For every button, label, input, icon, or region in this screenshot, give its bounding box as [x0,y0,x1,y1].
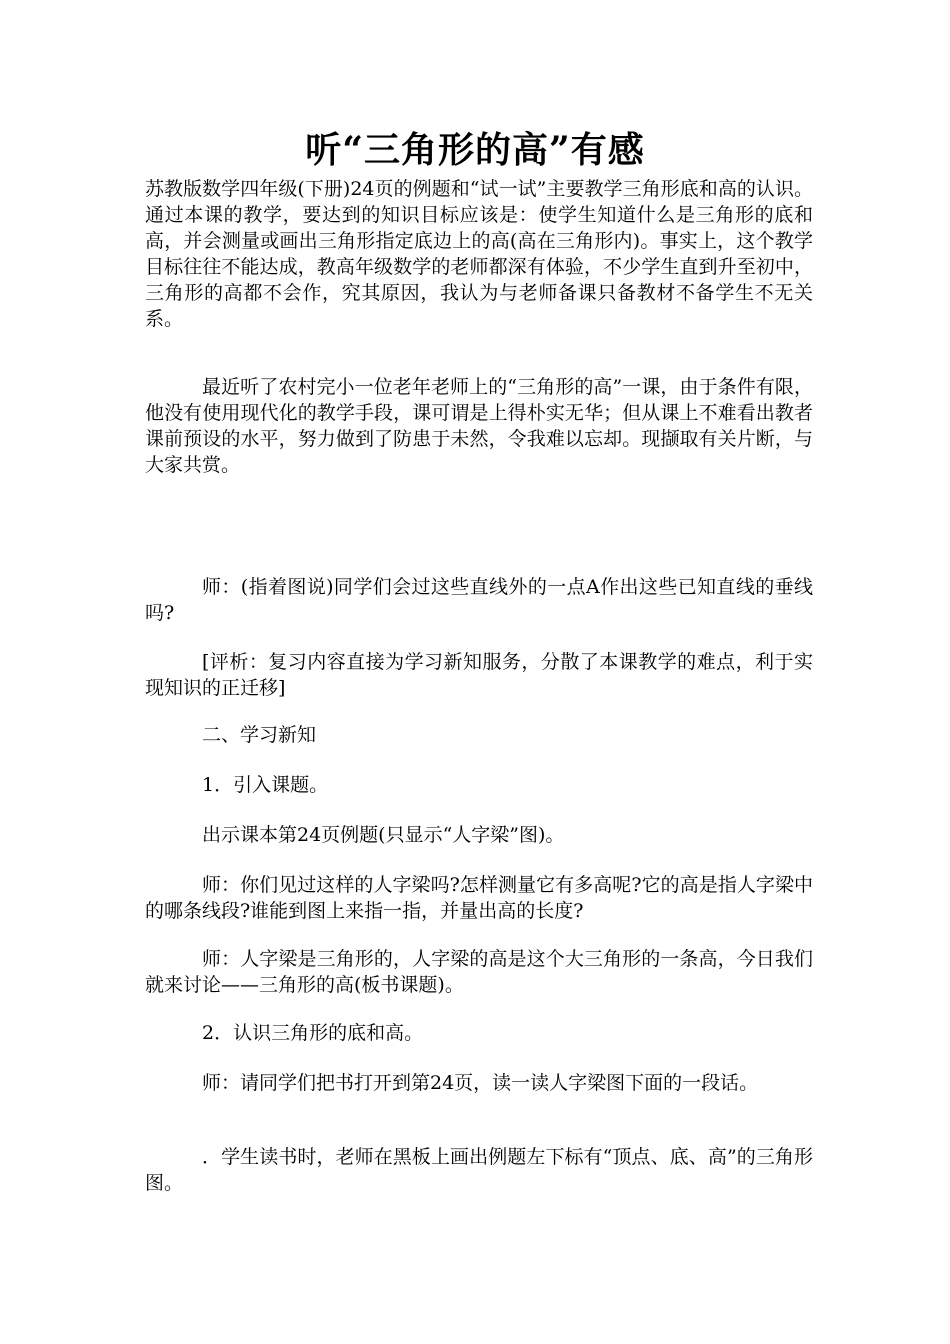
paragraph-teacher-topic: 师：人字梁是三角形的，人字梁的高是这个大三角形的一条高，今日我们就来讨论——三角形的高(板书课题)。 [145,948,813,996]
paragraph-teacher-question: 师：你们见过这样的人字梁吗?怎样测量它有多高呢?它的高是指人字梁中的哪条线段?谁能到图上来指一指，并量出高的长度? [145,874,813,922]
document-title: 听“三角形的高”有感 [305,129,645,171]
step-base-and-height: 2．认识三角形的底和高。 [202,1022,424,1044]
step-introduce-topic: 1．引入课题。 [202,774,329,796]
paragraph-teacher-read: 师：请同学们把书打开到第24页，读一读人字梁图下面的一段话。 [202,1072,759,1094]
paragraph-teacher-review: 师：(指着图说)同学们会过这些直线外的一点A作出这些已知直线的垂线吗? [145,576,813,624]
paragraph-observation: 最近听了农村完小一位老年老师上的“三角形的高”一课，由于条件有限，他没有使用现代化的教学手段，课可谓是上得朴实无华；但从课上不难看出教者课前预设的水平，努力做到了防患于未然，令我难以忘却。现撷取有关片断，与大家共赏。 [145,376,813,476]
paragraph-student-read: ．学生读书时，老师在黑板上画出例题左下标有“顶点、底、高”的三角形图。 [145,1146,813,1194]
paragraph-review-comment: [评析：复习内容直接为学习新知服务，分散了本课教学的难点，利于实现知识的正迁移] [145,651,813,699]
section-heading-new-knowledge: 二、学习新知 [202,724,317,746]
paragraph-intro: 苏教版数学四年级(下册)24页的例题和“试一试”主要教学三角形底和高的认识。通过本课的教学，要达到的知识目标应该是：使学生知道什么是三角形的底和高，并会测量或画出三角形指定底边上的高(高在三角形内)。事实上，这个教学目标往往不能达成，教高年级数学的老师都深有体验，不少学生直到升至初中，三角形的高都不会作，究其原因，我认为与老师备课只备教材不备学生不无关系。 [145,178,813,330]
paragraph-show-example: 出示课本第24页例题(只显示“人字梁”图)。 [202,824,565,846]
